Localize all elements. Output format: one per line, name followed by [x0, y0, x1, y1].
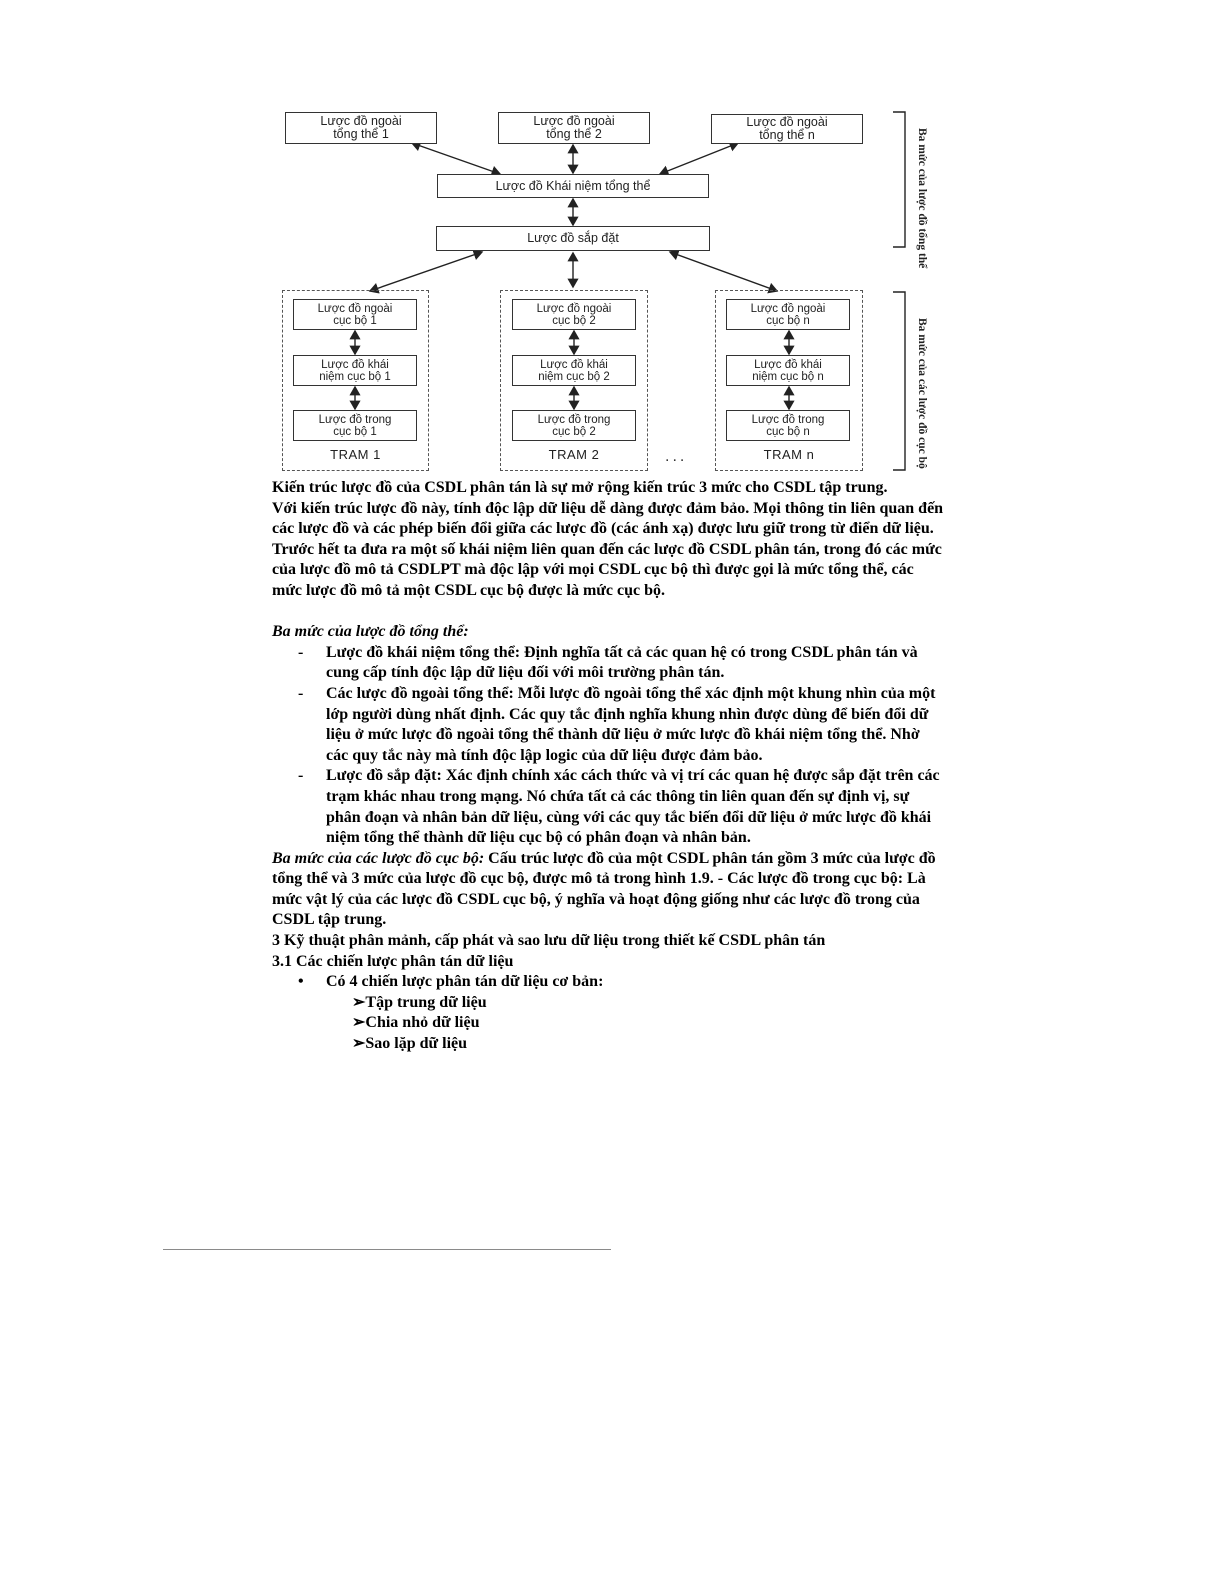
section-3-heading: 3 Kỹ thuật phân mảnh, cấp phát và sao lưu dữ liệu trong thiết kế CSDL phân tán — [272, 932, 826, 950]
fragmentation-schema: Lược đồ sắp đặt — [436, 226, 710, 251]
local-levels-heading: Ba mức của các lược đồ cục bộ: — [272, 849, 485, 867]
strategy-replicated: ➢Sao lặp dữ liệu — [352, 1035, 468, 1053]
site-n-internal-schema: Lược đồ trong cục bộ n — [726, 410, 850, 441]
ellipsis: ... — [665, 448, 688, 465]
side-label-global: Ba mức của lược đồ tổng thể — [916, 128, 928, 269]
global-item-external — [272, 684, 944, 766]
site-n-conceptual-schema: Lược đồ khái niệm cục bộ n — [726, 355, 850, 386]
global-item-text: Lược đồ khái niệm tổng thể: Định nghĩa tất cả các quan hệ có trong CSDL phân tán và cung cấp tính độc lập dữ liệu đối với môi trường phân tán. — [326, 643, 918, 682]
paragraph-concepts: Trước hết ta đưa ra một số khái niệm liên quan đến các lược đồ CSDL phân tán, trong đó các mức của lược đồ mô tả CSDLPT mà độc lập với mọi CSDL cục bộ thì được gọi là mức tổng thể, các mức lược đồ mô tả một CSDL cục bộ được là mức cục bộ. — [272, 540, 942, 599]
body-text — [272, 478, 944, 1055]
paragraph-architecture: Kiến trúc lược đồ của CSDL phân tán là sự mở rộng kiến trúc 3 mức cho CSDL tập trung. — [272, 479, 888, 496]
strategy-centralized: ➢Tập trung dữ liệu — [352, 993, 487, 1011]
bullet-marker: • — [298, 973, 304, 991]
site-1-internal-schema: Lược đồ trong cục bộ 1 — [293, 410, 417, 441]
strategies-intro: Có 4 chiến lược phân tán dữ liệu cơ bản: — [326, 973, 604, 991]
global-item-text: Các lược đồ ngoài tổng thể: Mỗi lược đồ ngoài tổng thể xác định một khung nhìn của một lớp người dùng nhất định. Các quy tắc định nghĩa khung nhìn được dùng để biến đổi dữ liệu ở mức lược đồ ngoài tổng thể thành dữ liệu ở mức lược đồ khái niệm tổng thể. Nhờ các quy tắc này mà tính độc lập logic của dữ liệu được đảm bảo. — [326, 684, 936, 764]
site-2-label: TRAM 2 — [548, 447, 600, 462]
global-external-schema-n: Lược đồ ngoài tổng thể n — [711, 114, 863, 144]
site-2-external-schema: Lược đồ ngoài cục bộ 2 — [512, 299, 636, 330]
footnote-separator — [163, 1249, 611, 1250]
site-2-conceptual-schema: Lược đồ khái niệm cục bộ 2 — [512, 355, 636, 386]
global-external-schema-2: Lược đồ ngoài tổng thể 2 — [498, 112, 650, 144]
site-1-label: TRAM 1 — [330, 447, 381, 462]
dash-marker: - — [298, 643, 304, 661]
section-3-1-heading: 3.1 Các chiến lược phân tán dữ liệu — [272, 952, 514, 970]
strategies-bullet — [272, 972, 944, 993]
global-levels-heading: Ba mức của lược đồ tổng thể: — [272, 623, 469, 641]
strategy-partitioned: ➢Chia nhỏ dữ liệu — [352, 1014, 480, 1032]
blank-line — [272, 602, 944, 623]
paragraph-local-levels — [272, 849, 944, 931]
side-label-local: Ba mức của các lược đồ cục bộ — [916, 318, 928, 469]
site-n-external-schema: Lược đồ ngoài cục bộ n — [726, 299, 850, 330]
dash-marker: - — [298, 767, 304, 785]
site-n-label: TRAM n — [763, 447, 815, 462]
global-item-conceptual — [272, 643, 944, 684]
architecture-diagram — [0, 0, 1225, 480]
site-1-external-schema: Lược đồ ngoài cục bộ 1 — [293, 299, 417, 330]
global-item-text: Lược đồ sắp đặt: Xác định chính xác cách thức và vị trí các quan hệ được sắp đặt trên các trạm khác nhau trong mạng. Nó chứa tất cả các thông tin liên quan đến sự định vị, sự phân đoạn và nhân bản dữ liệu, cùng với các quy tắc biến đổi dữ liệu ở mức lược đồ khái niệm tổng thể thành dữ liệu cục bộ có phân đoạn và nhân bản. — [326, 767, 940, 847]
local-levels-text: Cấu trúc lược đồ của một CSDL phân tán gồm 3 mức của lược đồ tổng thể và 3 mức của lược đồ cục bộ, được mô tả trong hình 1.9. - Các lược đồ trong cục bộ: Là mức vật lý của các lược đồ CSDL cục bộ, ý nghĩa và hoạt động giống như các lược đồ trong của CSDL tập trung. — [272, 849, 936, 929]
global-conceptual-schema: Lược đồ Khái niệm tổng thể — [437, 174, 709, 198]
paragraph-independence: Với kiến trúc lược đồ này, tính độc lập dữ liệu dễ dàng được đảm bảo. Mọi thông tin liên quan đến các lược đồ và các phép biến đổi giữa các lược đồ (các ánh xạ) được lưu giữ trong từ điển dữ liệu. — [272, 499, 944, 538]
global-item-fragmentation — [272, 766, 944, 848]
site-1-conceptual-schema: Lược đồ khái niệm cục bộ 1 — [293, 355, 417, 386]
global-external-schema-1: Lược đồ ngoài tổng thể 1 — [285, 112, 437, 144]
dash-marker: - — [298, 684, 304, 702]
site-2-internal-schema: Lược đồ trong cục bộ 2 — [512, 410, 636, 441]
